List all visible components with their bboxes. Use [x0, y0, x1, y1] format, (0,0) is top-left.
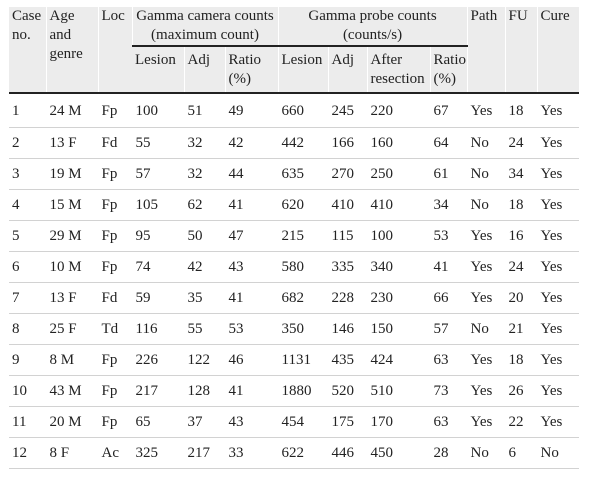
cell-camera-adj: 55 [184, 314, 225, 345]
cell-camera-ratio: 42 [225, 128, 278, 159]
header-path: Path [467, 7, 505, 93]
header-probe-adj: Adj [328, 46, 367, 93]
cell-age: 24 M [46, 93, 98, 128]
cell-loc: Ac [98, 438, 132, 469]
cell-camera-ratio: 41 [225, 283, 278, 314]
cell-fu: 22 [505, 407, 537, 438]
table-container [9, 7, 579, 469]
table-row [9, 407, 579, 438]
cell-path: No [467, 190, 505, 221]
cell-cure: Yes [537, 159, 579, 190]
cell-age: 19 M [46, 159, 98, 190]
cell-case: 5 [9, 221, 46, 252]
cell-path: Yes [467, 345, 505, 376]
cell-probe-adj: 270 [328, 159, 367, 190]
cell-probe-adj: 245 [328, 93, 367, 128]
cell-camera-adj: 32 [184, 128, 225, 159]
cell-path: Yes [467, 93, 505, 128]
cell-probe-lesion: 580 [278, 252, 328, 283]
cell-fu: 6 [505, 438, 537, 469]
cell-cure: Yes [537, 407, 579, 438]
cell-case: 11 [9, 407, 46, 438]
cell-camera-adj: 128 [184, 376, 225, 407]
header-camera-adj: Adj [184, 46, 225, 93]
cell-camera-adj: 42 [184, 252, 225, 283]
cell-probe-after: 170 [367, 407, 430, 438]
cell-camera-ratio: 49 [225, 93, 278, 128]
cell-case: 6 [9, 252, 46, 283]
cell-probe-adj: 335 [328, 252, 367, 283]
cell-probe-ratio: 63 [430, 407, 467, 438]
header-probe-ratio: Ratio (%) [430, 46, 467, 93]
cell-case: 4 [9, 190, 46, 221]
cell-loc: Fp [98, 159, 132, 190]
cell-camera-lesion: 325 [132, 438, 184, 469]
cell-probe-after: 230 [367, 283, 430, 314]
cell-probe-ratio: 66 [430, 283, 467, 314]
cell-camera-lesion: 74 [132, 252, 184, 283]
cell-probe-lesion: 1131 [278, 345, 328, 376]
cell-camera-adj: 62 [184, 190, 225, 221]
cell-probe-lesion: 620 [278, 190, 328, 221]
cell-camera-adj: 37 [184, 407, 225, 438]
cell-probe-adj: 115 [328, 221, 367, 252]
cell-fu: 18 [505, 190, 537, 221]
cell-age: 15 M [46, 190, 98, 221]
cell-age: 8 F [46, 438, 98, 469]
cell-probe-after: 410 [367, 190, 430, 221]
header-fu: FU [505, 7, 537, 93]
cell-camera-ratio: 46 [225, 345, 278, 376]
cell-probe-lesion: 660 [278, 93, 328, 128]
header-case: Case no. [9, 7, 46, 93]
table-row [9, 159, 579, 190]
header-probe-lesion: Lesion [278, 46, 328, 93]
table-row [9, 221, 579, 252]
cell-age: 13 F [46, 128, 98, 159]
header-probe-after: After resection [367, 46, 430, 93]
cell-age: 43 M [46, 376, 98, 407]
cell-camera-ratio: 41 [225, 190, 278, 221]
cell-loc: Fp [98, 221, 132, 252]
table-row [9, 93, 579, 128]
cell-path: Yes [467, 221, 505, 252]
cell-case: 1 [9, 93, 46, 128]
cell-camera-lesion: 226 [132, 345, 184, 376]
cell-fu: 24 [505, 128, 537, 159]
cell-probe-after: 250 [367, 159, 430, 190]
cell-camera-ratio: 43 [225, 252, 278, 283]
cell-case: 7 [9, 283, 46, 314]
cell-probe-lesion: 635 [278, 159, 328, 190]
cell-camera-lesion: 59 [132, 283, 184, 314]
cell-case: 3 [9, 159, 46, 190]
cell-case: 12 [9, 438, 46, 469]
cell-camera-ratio: 41 [225, 376, 278, 407]
cell-path: No [467, 314, 505, 345]
cell-probe-after: 150 [367, 314, 430, 345]
cell-fu: 20 [505, 283, 537, 314]
cell-probe-lesion: 1880 [278, 376, 328, 407]
cell-loc: Fp [98, 252, 132, 283]
table-row [9, 438, 579, 469]
cell-probe-lesion: 682 [278, 283, 328, 314]
cell-loc: Fd [98, 283, 132, 314]
cell-probe-adj: 520 [328, 376, 367, 407]
cell-probe-after: 450 [367, 438, 430, 469]
header-camera-lesion: Lesion [132, 46, 184, 93]
table-row [9, 252, 579, 283]
header-gamma-probe: Gamma probe counts (counts/s) [278, 7, 467, 46]
cell-probe-ratio: 73 [430, 376, 467, 407]
cell-path: Yes [467, 376, 505, 407]
cell-probe-adj: 446 [328, 438, 367, 469]
cell-path: Yes [467, 407, 505, 438]
cell-probe-ratio: 61 [430, 159, 467, 190]
cell-age: 10 M [46, 252, 98, 283]
table-row [9, 345, 579, 376]
header-cure: Cure [537, 7, 579, 93]
header-loc: Loc [98, 7, 132, 93]
cell-case: 10 [9, 376, 46, 407]
cell-cure: Yes [537, 128, 579, 159]
cell-camera-lesion: 65 [132, 407, 184, 438]
cell-cure: Yes [537, 283, 579, 314]
cell-camera-ratio: 44 [225, 159, 278, 190]
cell-age: 8 M [46, 345, 98, 376]
cell-age: 20 M [46, 407, 98, 438]
cell-fu: 16 [505, 221, 537, 252]
cell-probe-ratio: 41 [430, 252, 467, 283]
cell-cure: No [537, 438, 579, 469]
header-gamma-camera: Gamma camera counts (maximum count) [132, 7, 278, 46]
cell-path: No [467, 159, 505, 190]
cell-cure: Yes [537, 345, 579, 376]
cell-camera-lesion: 116 [132, 314, 184, 345]
cell-fu: 24 [505, 252, 537, 283]
cell-camera-ratio: 33 [225, 438, 278, 469]
cell-camera-adj: 51 [184, 93, 225, 128]
cell-loc: Fp [98, 93, 132, 128]
cell-fu: 21 [505, 314, 537, 345]
cell-probe-adj: 146 [328, 314, 367, 345]
table-row [9, 376, 579, 407]
table-body [9, 93, 579, 469]
cell-path: Yes [467, 283, 505, 314]
cell-camera-lesion: 55 [132, 128, 184, 159]
cell-probe-adj: 175 [328, 407, 367, 438]
cell-case: 2 [9, 128, 46, 159]
cell-camera-ratio: 47 [225, 221, 278, 252]
cell-probe-after: 424 [367, 345, 430, 376]
cell-probe-ratio: 63 [430, 345, 467, 376]
cell-probe-ratio: 67 [430, 93, 467, 128]
cell-age: 25 F [46, 314, 98, 345]
header-age: Age and genre [46, 7, 98, 93]
cell-loc: Fd [98, 128, 132, 159]
cell-camera-adj: 32 [184, 159, 225, 190]
cell-camera-adj: 217 [184, 438, 225, 469]
cell-probe-lesion: 215 [278, 221, 328, 252]
cell-camera-lesion: 217 [132, 376, 184, 407]
cell-loc: Td [98, 314, 132, 345]
table-row [9, 190, 579, 221]
cell-probe-after: 510 [367, 376, 430, 407]
cell-cure: Yes [537, 221, 579, 252]
cell-loc: Fp [98, 345, 132, 376]
cell-path: No [467, 438, 505, 469]
cell-cure: Yes [537, 314, 579, 345]
cell-probe-lesion: 454 [278, 407, 328, 438]
cell-case: 8 [9, 314, 46, 345]
cell-fu: 18 [505, 345, 537, 376]
cell-probe-lesion: 622 [278, 438, 328, 469]
cell-probe-lesion: 350 [278, 314, 328, 345]
cell-camera-lesion: 95 [132, 221, 184, 252]
cell-cure: Yes [537, 376, 579, 407]
cell-camera-lesion: 105 [132, 190, 184, 221]
cell-camera-ratio: 43 [225, 407, 278, 438]
cell-camera-adj: 35 [184, 283, 225, 314]
cell-camera-ratio: 53 [225, 314, 278, 345]
header-camera-ratio: Ratio (%) [225, 46, 278, 93]
cell-case: 9 [9, 345, 46, 376]
cell-path: No [467, 128, 505, 159]
cell-cure: Yes [537, 252, 579, 283]
cell-loc: Fp [98, 376, 132, 407]
cell-loc: Fp [98, 407, 132, 438]
table-row [9, 128, 579, 159]
cell-probe-ratio: 64 [430, 128, 467, 159]
cell-camera-lesion: 100 [132, 93, 184, 128]
cell-probe-adj: 435 [328, 345, 367, 376]
data-table [9, 7, 579, 469]
cell-probe-ratio: 53 [430, 221, 467, 252]
cell-probe-adj: 166 [328, 128, 367, 159]
cell-camera-lesion: 57 [132, 159, 184, 190]
cell-probe-adj: 410 [328, 190, 367, 221]
cell-probe-adj: 228 [328, 283, 367, 314]
cell-probe-after: 220 [367, 93, 430, 128]
cell-age: 29 M [46, 221, 98, 252]
cell-fu: 26 [505, 376, 537, 407]
cell-camera-adj: 50 [184, 221, 225, 252]
cell-probe-ratio: 34 [430, 190, 467, 221]
cell-path: Yes [467, 252, 505, 283]
cell-loc: Fp [98, 190, 132, 221]
cell-camera-adj: 122 [184, 345, 225, 376]
table-row [9, 314, 579, 345]
cell-probe-ratio: 28 [430, 438, 467, 469]
cell-age: 13 F [46, 283, 98, 314]
cell-fu: 34 [505, 159, 537, 190]
cell-probe-after: 340 [367, 252, 430, 283]
cell-cure: Yes [537, 190, 579, 221]
cell-probe-after: 160 [367, 128, 430, 159]
cell-probe-lesion: 442 [278, 128, 328, 159]
table-row [9, 283, 579, 314]
cell-probe-after: 100 [367, 221, 430, 252]
cell-cure: Yes [537, 93, 579, 128]
cell-probe-ratio: 57 [430, 314, 467, 345]
header-row-1 [9, 7, 579, 46]
cell-fu: 18 [505, 93, 537, 128]
